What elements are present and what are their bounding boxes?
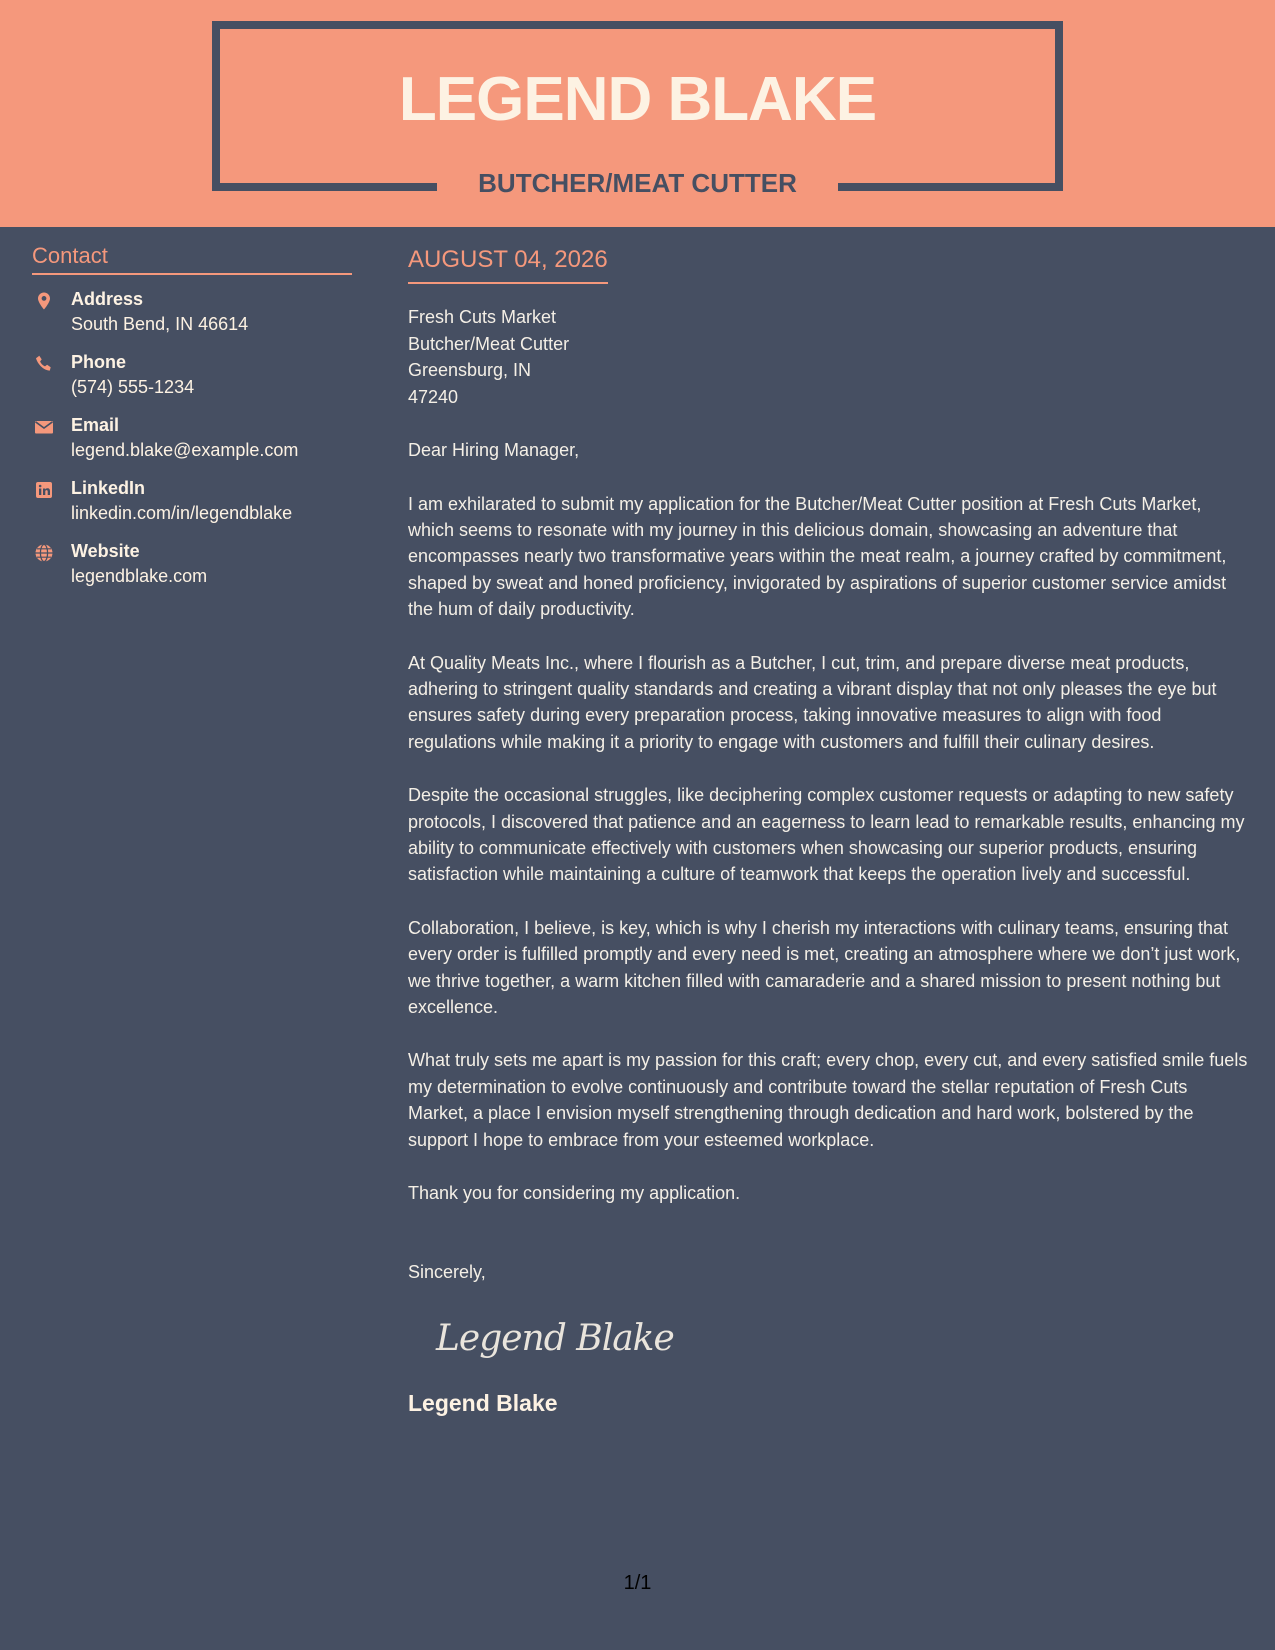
job-title: BUTCHER/MEAT CUTTER xyxy=(478,168,797,198)
page-number: 1/1 xyxy=(623,1572,652,1594)
map-pin-icon xyxy=(34,291,54,311)
envelope-icon xyxy=(34,417,54,437)
contact-value: legend.blake@example.com xyxy=(71,440,299,460)
contact-label: Website xyxy=(71,541,140,561)
letter-paragraph: Thank you for considering my application. xyxy=(408,1183,741,1204)
contact-label: LinkedIn xyxy=(71,478,146,498)
contact-value: legendblake.com xyxy=(71,566,208,586)
phone-icon xyxy=(34,354,54,374)
recipient-line: Greensburg, IN xyxy=(408,360,532,380)
linkedin-icon xyxy=(34,480,54,500)
recipient-block xyxy=(408,304,1248,410)
header-frame-bottom-left xyxy=(212,183,437,191)
letter-paragraph: I am exhilarated to submit my application for the Butcher/Meat Cutter position at Fresh Cuts Market, which seems to resonate with my journey in this delicious domain, showcasing an adventure that encompasses nearly two transformative years within the meat realm, a journey crafted by commitment, shaped by sweat and honed proficiency, invigorated by aspirations of superior customer service amidst the hum of daily productivity. xyxy=(408,493,1227,620)
letter-paragraph: What truly sets me apart is my passion for this craft; every chop, every cut, and every satisfied smile fuels my determination to evolve continuously and contribute toward the stellar reputation of Fresh Cuts Market, a place I envision myself strengthening through dedication and hard work, bolstered by the support I hope to embrace from your esteemed workplace. xyxy=(408,1050,1248,1150)
contact-value: (574) 555-1234 xyxy=(71,377,195,397)
header-frame-bottom-right xyxy=(838,183,1063,191)
contact-sidebar xyxy=(32,241,352,602)
signer-name: Legend Blake xyxy=(408,1389,558,1416)
letter-date: AUGUST 04, 2026 xyxy=(408,244,608,284)
contact-linkedin xyxy=(32,476,352,539)
contact-label: Email xyxy=(71,415,120,435)
recipient-line: Butcher/Meat Cutter xyxy=(408,333,570,354)
contact-value: South Bend, IN 46614 xyxy=(71,314,249,334)
contact-label: Address xyxy=(71,289,144,309)
contact-label: Phone xyxy=(71,352,127,372)
header-banner xyxy=(0,0,1275,227)
contact-email xyxy=(32,413,352,476)
closing: Sincerely, xyxy=(408,1262,486,1283)
contact-address xyxy=(32,287,352,350)
recipient-line: Fresh Cuts Market xyxy=(408,307,557,327)
globe-icon xyxy=(34,543,54,563)
letter-paragraph: Despite the occasional struggles, like deciphering complex customer requests or adapting to new safety protocols, I discovered that patience and an eagerness to learn lead to remarkable results, enhancing my ability to communicate effectively with customers when showcasing our superior products, ensuring satisfaction while maintaining a culture of teamwork that keeps the operation lively and successful. xyxy=(408,785,1245,885)
contact-phone xyxy=(32,350,352,413)
recipient-line: 47240 xyxy=(408,386,459,407)
contact-heading: Contact xyxy=(32,241,352,275)
contact-website xyxy=(32,539,352,602)
salutation: Dear Hiring Manager, xyxy=(408,440,580,460)
letter-paragraph: At Quality Meats Inc., where I flourish as a Butcher, I cut, trim, and prepare diverse meat products, adhering to stringent quality standards and creating a vibrant display that not only pleases the eye but ensures safety during every preparation process, taking innovative measures to align with food regulations while making it a priority to engage with customers and fulfill their culinary desires. xyxy=(408,652,1217,752)
signature-image xyxy=(408,1316,1248,1376)
contact-value: linkedin.com/in/legendblake xyxy=(71,503,293,523)
letter-body xyxy=(408,244,1248,1418)
applicant-name: LEGEND BLAKE xyxy=(398,65,877,134)
letter-paragraph: Collaboration, I believe, is key, which is why I cherish my interactions with culinary teams, ensuring that every order is fulfilled promptly and every need is met, creating an atmosphere where we don’t just work, we thrive together, a warm kitchen filled with camaraderie and a shared mission to present nothing but excellence. xyxy=(408,917,1241,1017)
handwritten-signature: Legend Blake xyxy=(436,1317,674,1359)
